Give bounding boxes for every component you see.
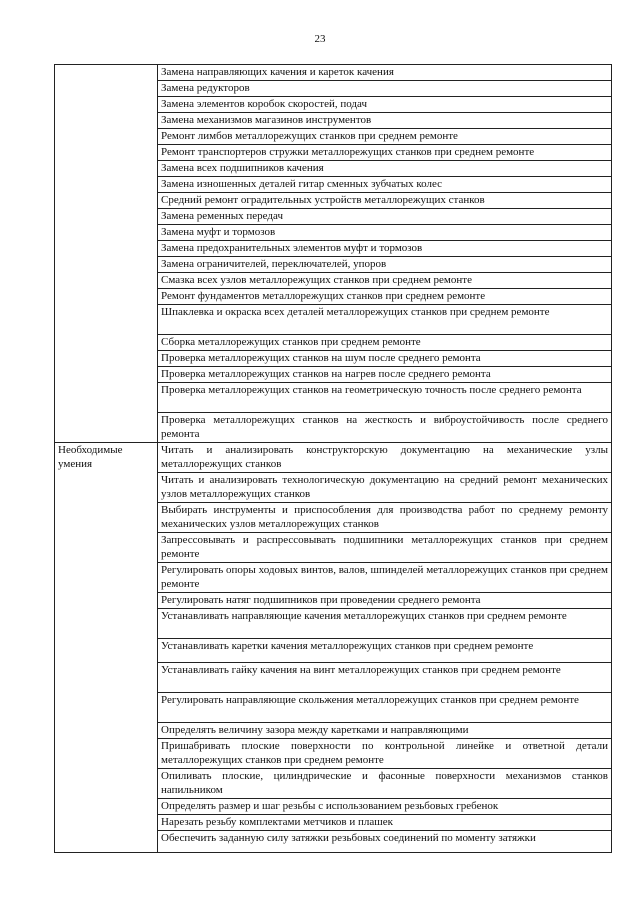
table-row <box>55 65 612 81</box>
item-cell: Замена ограничителей, переключателей, упоров <box>158 257 612 273</box>
item-cell: Замена редукторов <box>158 81 612 97</box>
item-cell: Ремонт транспортеров стружки металлорежущих станков при среднем ремонте <box>158 145 612 161</box>
item-cell: Замена ременных передач <box>158 209 612 225</box>
item-cell: Читать и анализировать конструкторскую документацию на механические узлы металлорежущих станков <box>158 443 612 473</box>
item-cell: Регулировать натяг подшипников при проведении среднего ремонта <box>158 593 612 609</box>
item-cell: Замена направляющих качения и кареток качения <box>158 65 612 81</box>
item-cell: Пришабривать плоские поверхности по контрольной линейке и ответной детали металлорежущих станков при среднем ремонте <box>158 739 612 769</box>
requirements-table-body <box>55 65 612 853</box>
item-cell: Регулировать направляющие скольжения металлорежущих станков при среднем ремонте <box>158 693 612 723</box>
item-cell: Ремонт фундаментов металлорежущих станков при среднем ремонте <box>158 289 612 305</box>
requirements-table <box>54 64 612 853</box>
item-cell: Читать и анализировать технологическую документацию на средний ремонт механических узлов металлорежущих станков <box>158 473 612 503</box>
item-cell: Шпаклевка и окраска всех деталей металлорежущих станков при среднем ремонте <box>158 305 612 335</box>
item-cell: Смазка всех узлов металлорежущих станков при среднем ремонте <box>158 273 612 289</box>
item-cell: Замена предохранительных элементов муфт и тормозов <box>158 241 612 257</box>
item-cell: Сборка металлорежущих станков при среднем ремонте <box>158 335 612 351</box>
item-cell: Устанавливать гайку качения на винт металлорежущих станков при среднем ремонте <box>158 663 612 693</box>
item-cell: Нарезать резьбу комплектами метчиков и плашек <box>158 815 612 831</box>
item-cell: Замена элементов коробок скоростей, подач <box>158 97 612 113</box>
item-cell: Проверка металлорежущих станков на геометрическую точность после среднего ремонта <box>158 383 612 413</box>
item-cell: Регулировать опоры ходовых винтов, валов, шпинделей металлорежущих станков при среднем ремонте <box>158 563 612 593</box>
item-cell: Проверка металлорежущих станков на нагрев после среднего ремонта <box>158 367 612 383</box>
item-cell: Обеспечить заданную силу затяжки резьбовых соединений по моменту затяжки <box>158 831 612 853</box>
item-cell: Устанавливать каретки качения металлорежущих станков при среднем ремонте <box>158 639 612 663</box>
item-cell: Замена механизмов магазинов инструментов <box>158 113 612 129</box>
item-cell: Проверка металлорежущих станков на жесткость и виброустойчивость после среднего ремонта <box>158 413 612 443</box>
item-cell: Запрессовывать и распрессовывать подшипники металлорежущих станков при среднем ремонте <box>158 533 612 563</box>
item-cell: Средний ремонт оградительных устройств металлорежущих станков <box>158 193 612 209</box>
item-cell: Проверка металлорежущих станков на шум после среднего ремонта <box>158 351 612 367</box>
item-cell: Определять величину зазора между каретками и направляющими <box>158 723 612 739</box>
table-row <box>55 443 612 473</box>
item-cell: Замена изношенных деталей гитар сменных зубчатых колес <box>158 177 612 193</box>
page-number: 23 <box>314 33 326 45</box>
group-label-cell <box>55 65 158 443</box>
item-cell: Определять размер и шаг резьбы с использованием резьбовых гребенок <box>158 799 612 815</box>
item-cell: Устанавливать направляющие качения металлорежущих станков при среднем ремонте <box>158 609 612 639</box>
item-cell: Ремонт лимбов металлорежущих станков при среднем ремонте <box>158 129 612 145</box>
item-cell: Замена всех подшипников качения <box>158 161 612 177</box>
group-label-cell: Необходимые умения <box>55 443 158 853</box>
item-cell: Выбирать инструменты и приспособления для производства работ по среднему ремонту механических узлов металлорежущих станков <box>158 503 612 533</box>
item-cell: Опиливать плоские, цилиндрические и фасонные поверхности механизмов станков напильником <box>158 769 612 799</box>
item-cell: Замена муфт и тормозов <box>158 225 612 241</box>
